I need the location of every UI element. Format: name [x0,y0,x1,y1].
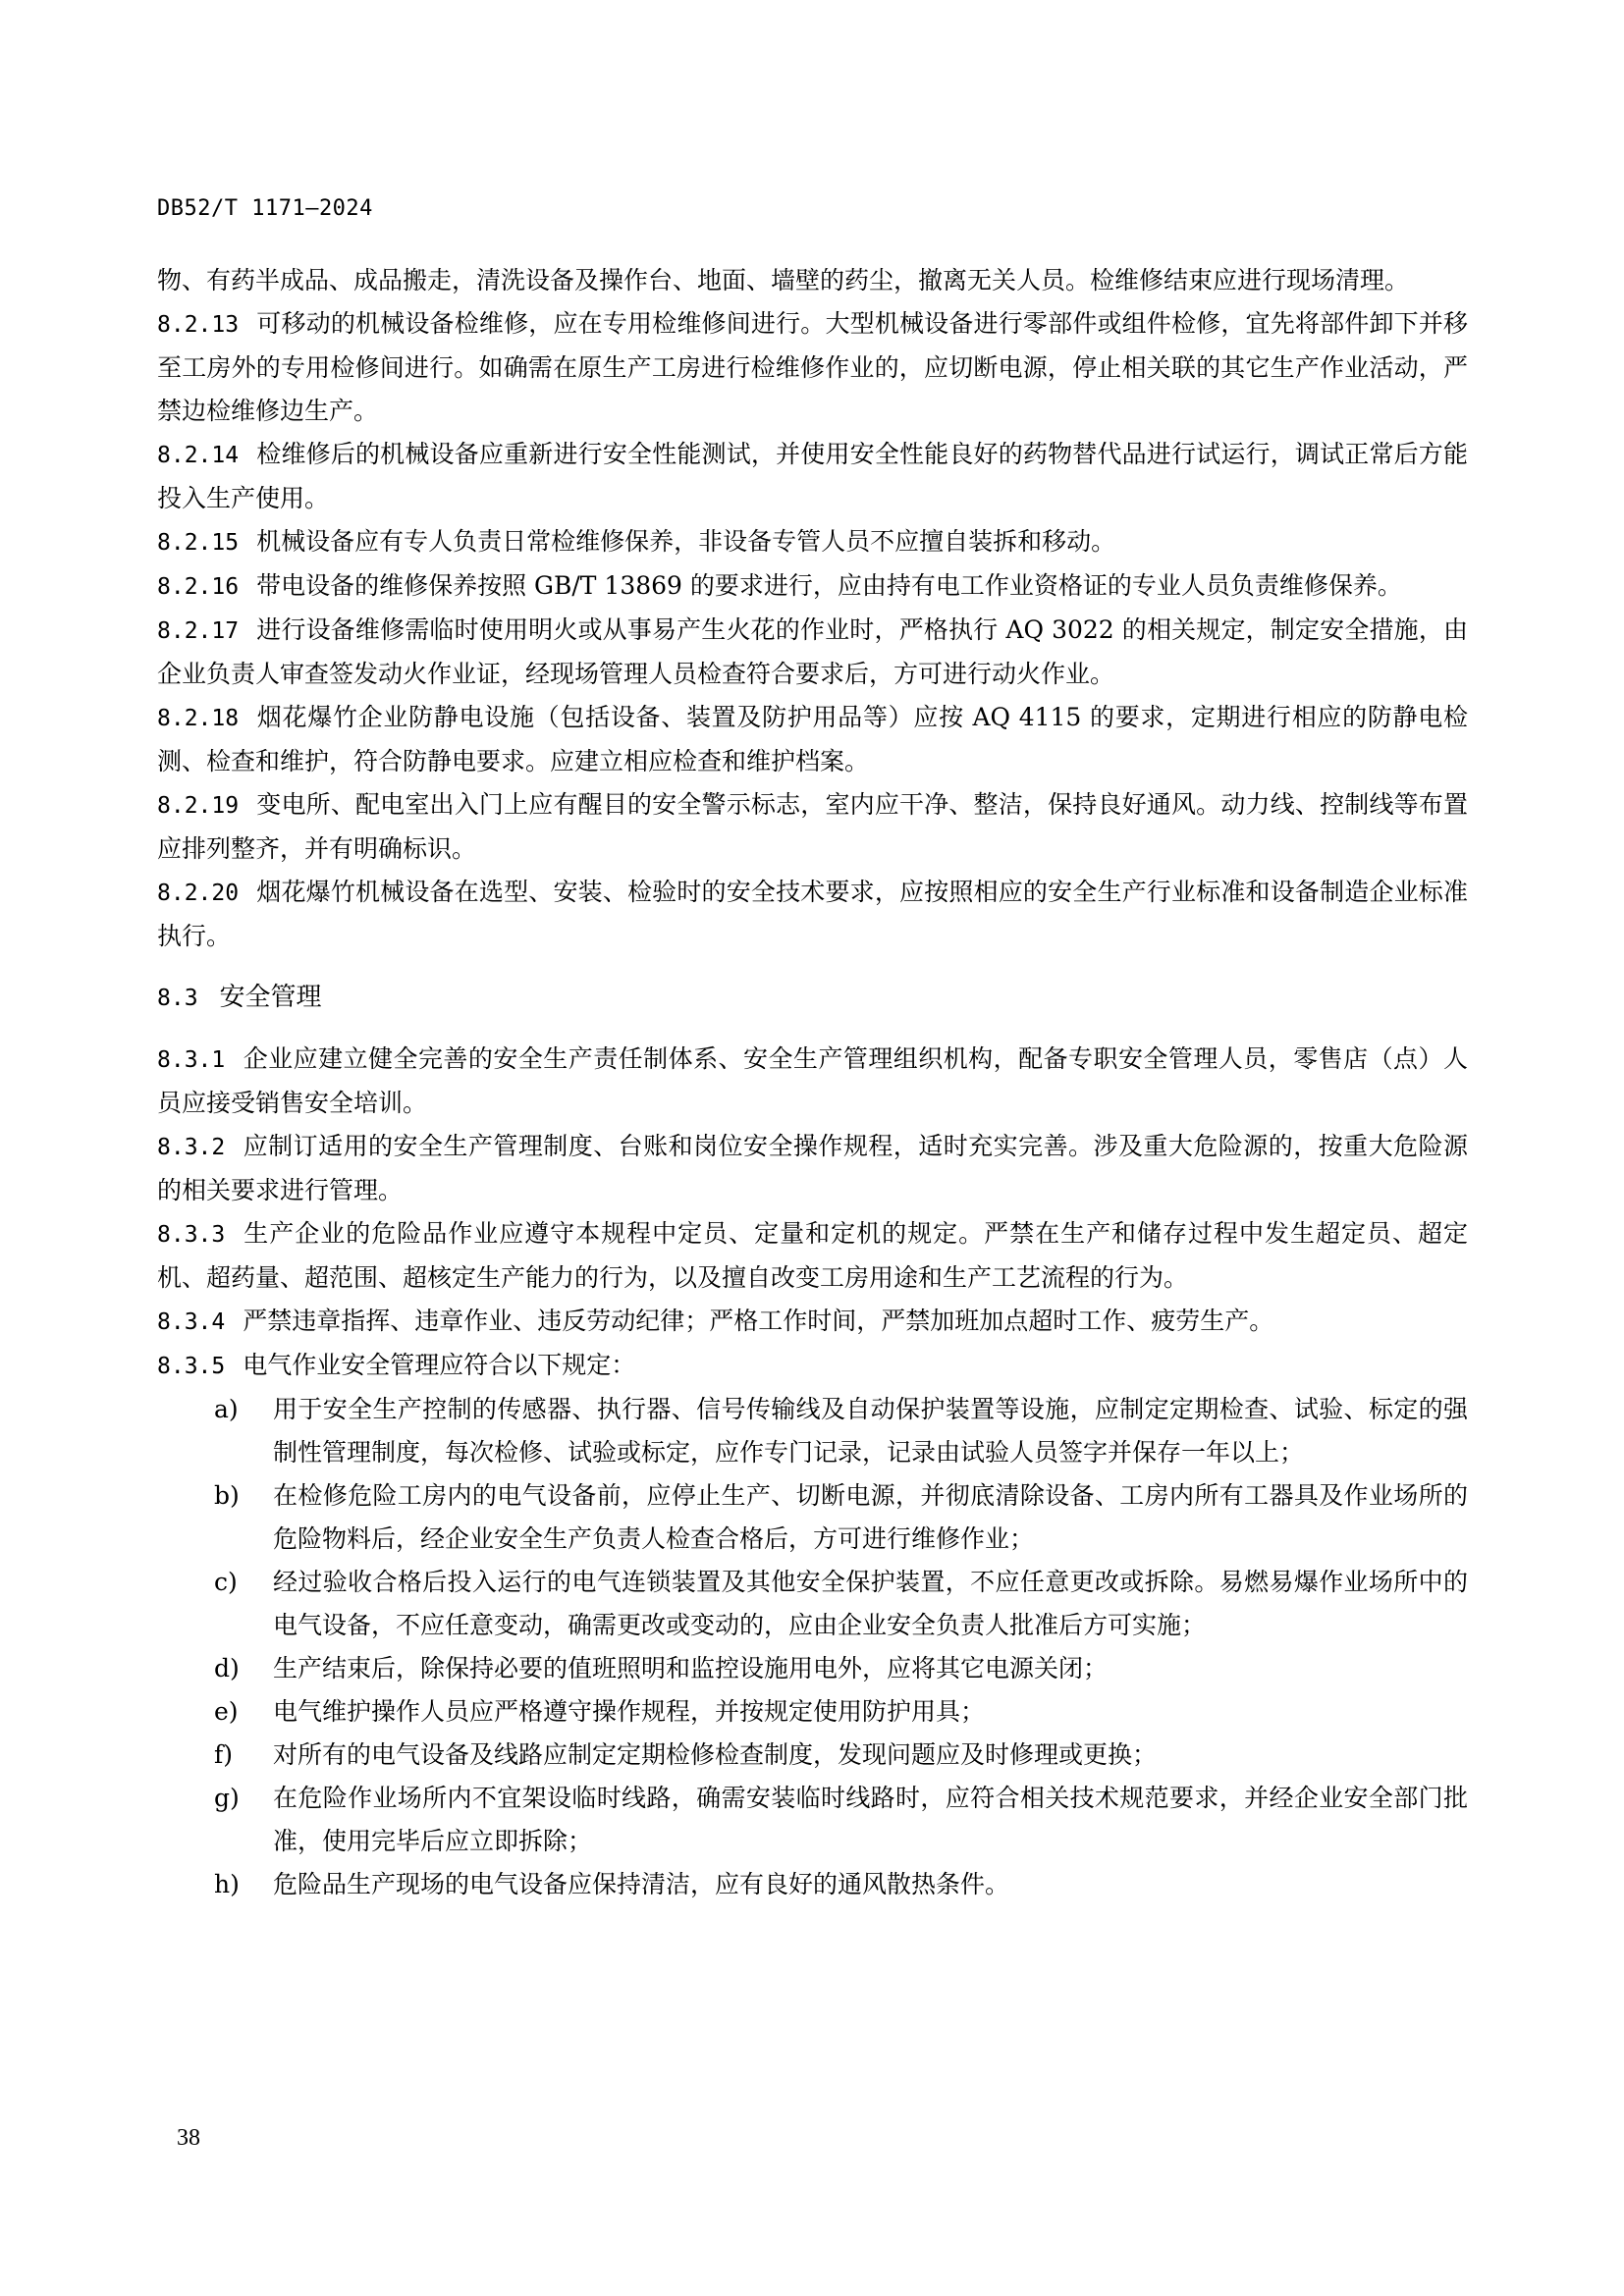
section-number: 8.3 [157,986,198,1011]
list-item-text: 电气维护操作人员应严格遵守操作规程，并按规定使用防护用具； [273,1697,986,1726]
clause-text: 烟花爆竹机械设备在选型、安装、检验时的安全技术要求，应按照相应的安全生产行业标准和设备制造企业标准执行。 [157,878,1468,950]
list-item-text: 经过验收合格后投入运行的电气连锁装置及其他安全保护装置，不应任意更改或拆除。易燃易爆作业场所中的电气设备，不应任意变动，确需更改或变动的，应由企业安全负责人批准后方可实施； [273,1568,1468,1639]
list-item [157,1690,1468,1734]
list-marker: c) [214,1568,238,1596]
clause-number: 8.2.16 [157,574,240,600]
list-marker: b) [214,1481,240,1510]
list-marker: f) [214,1740,234,1769]
electrical-rules-list [157,1388,1468,1906]
clause-paragraph [157,1038,1468,1125]
clause-paragraph [157,1212,1468,1300]
clause-paragraph [157,564,1468,609]
clause-text: 企业应建立健全完善的安全生产责任制体系、安全生产管理组织机构，配备专职安全管理人员，零售店（点）人员应接受销售安全培训。 [157,1044,1468,1117]
clause-number: 8.2.19 [157,793,240,819]
clause-paragraph [157,433,1468,520]
list-item-text: 在检修危险工房内的电气设备前，应停止生产、切断电源，并彻底清除设备、工房内所有工器具及作业场所的危险物料后，经企业安全生产负责人检查合格后，方可进行维修作业； [273,1481,1468,1553]
clause-number: 8.3.4 [157,1309,226,1335]
clause-paragraph [157,696,1468,783]
clause-paragraph [157,259,1468,302]
list-marker: g) [214,1784,240,1812]
clause-text: 变电所、配电室出入门上应有醒目的安全警示标志，室内应干净、整洁，保持良好通风。动力线、控制线等布置应排列整齐，并有明确标识。 [157,790,1468,863]
list-item [157,1388,1468,1474]
list-marker: d) [214,1654,240,1682]
clause-paragraph [157,1125,1468,1212]
clause-text: 可移动的机械设备检维修，应在专用检维修间进行。大型机械设备进行零部件或组件检修，宜先将部件卸下并移至工房外的专用检修间进行。如确需在原生产工房进行检维修作业的，应切断电源，停止相关联的其它生产作业活动，严禁边检维修边生产。 [157,309,1468,425]
clause-paragraph [157,520,1468,564]
clause-paragraph [157,302,1468,433]
clause-text: 物、有药半成品、成品搬走，清洗设备及操作台、地面、墙壁的药尘，撤离无关人员。检维修结束应进行现场清理。 [157,266,1410,294]
clause-number: 8.2.18 [157,706,240,731]
clause-text: 应制订适用的安全生产管理制度、台账和岗位安全操作规程，适时充实完善。涉及重大危险源的，按重大危险源的相关要求进行管理。 [157,1132,1468,1204]
list-item-text: 用于安全生产控制的传感器、执行器、信号传输线及自动保护装置等设施，应制定定期检查、试验、标定的强制性管理制度，每次检修、试验或标定，应作专门记录，记录由试验人员签字并保存一年以上； [273,1395,1468,1467]
clause-group-8-3 [157,1038,1468,1388]
list-item [157,1474,1468,1561]
clause-number: 8.3.5 [157,1354,226,1379]
list-item-text: 对所有的电气设备及线路应制定定期检修检查制度，发现问题应及时修理或更换； [273,1740,1158,1769]
clause-text: 严禁违章指挥、违章作业、违反劳动纪律；严格工作时间，严禁加班加点超时工作、疲劳生产。 [243,1307,1274,1335]
clause-text: 烟花爆竹企业防静电设施（包括设备、装置及防护用品等）应按 AQ 4115 的要求，定期进行相应的防静电检测、检查和维护，符合防静电要求。应建立相应检查和维护档案。 [157,703,1468,775]
page-number: 38 [177,2125,200,2151]
clause-text: 检维修后的机械设备应重新进行安全性能测试，并使用安全性能良好的药物替代品进行试运行，调试正常后方能投入生产使用。 [157,440,1468,512]
clause-text: 进行设备维修需临时使用明火或从事易产生火花的作业时，严格执行 AQ 3022 的相关规定，制定安全措施，由企业负责人审查签发动火作业证，经现场管理人员检查符合要求后，方可进行动火作业。 [157,615,1468,688]
clause-number: 8.2.15 [157,530,240,556]
clause-number: 8.3.3 [157,1222,226,1248]
list-item [157,1777,1468,1863]
list-item [157,1863,1468,1906]
document-id: DB52/T 1171—2024 [157,196,373,221]
clause-paragraph [157,1344,1468,1388]
list-item [157,1734,1468,1777]
list-marker: h) [214,1870,240,1898]
list-marker: e) [214,1697,239,1726]
clause-text: 生产企业的危险品作业应遵守本规程中定员、定量和定机的规定。严禁在生产和储存过程中发生超定员、超定机、超药量、超范围、超核定生产能力的行为，以及擅自改变工房用途和生产工艺流程的行为。 [157,1219,1468,1292]
clause-number: 8.2.20 [157,881,240,906]
list-item-text: 生产结束后，除保持必要的值班照明和监控设施用电外，应将其它电源关闭； [273,1654,1109,1682]
clause-number: 8.3.2 [157,1135,226,1160]
section-title: 安全管理 [219,983,322,1012]
list-item [157,1647,1468,1690]
list-item-text: 危险品生产现场的电气设备应保持清洁，应有良好的通风散热条件。 [273,1870,1010,1898]
clause-paragraph [157,783,1468,871]
clause-number: 8.2.14 [157,443,240,468]
list-item-text: 在危险作业场所内不宜架设临时线路，确需安装临时线路时，应符合相关技术规范要求，并经企业安全部门批准，使用完毕后应立即拆除； [273,1784,1468,1855]
clause-paragraph [157,609,1468,696]
clause-text: 带电设备的维修保养按照 GB/T 13869 的要求进行，应由持有电工作业资格证的专业人员负责维修保养。 [256,571,1402,600]
page-body [157,259,1468,1906]
clause-paragraph [157,871,1468,958]
list-item [157,1561,1468,1647]
clause-number: 8.3.1 [157,1047,226,1073]
clause-text: 机械设备应有专人负责日常检维修保养，非设备专管人员不应擅自装拆和移动。 [256,527,1116,556]
clause-number: 8.2.13 [157,312,240,338]
clause-text: 电气作业安全管理应符合以下规定： [243,1351,636,1379]
section-heading [157,976,1468,1020]
clause-number: 8.2.17 [157,618,240,644]
clause-group-8-2 [157,259,1468,958]
list-marker: a) [214,1395,239,1423]
clause-paragraph [157,1300,1468,1344]
